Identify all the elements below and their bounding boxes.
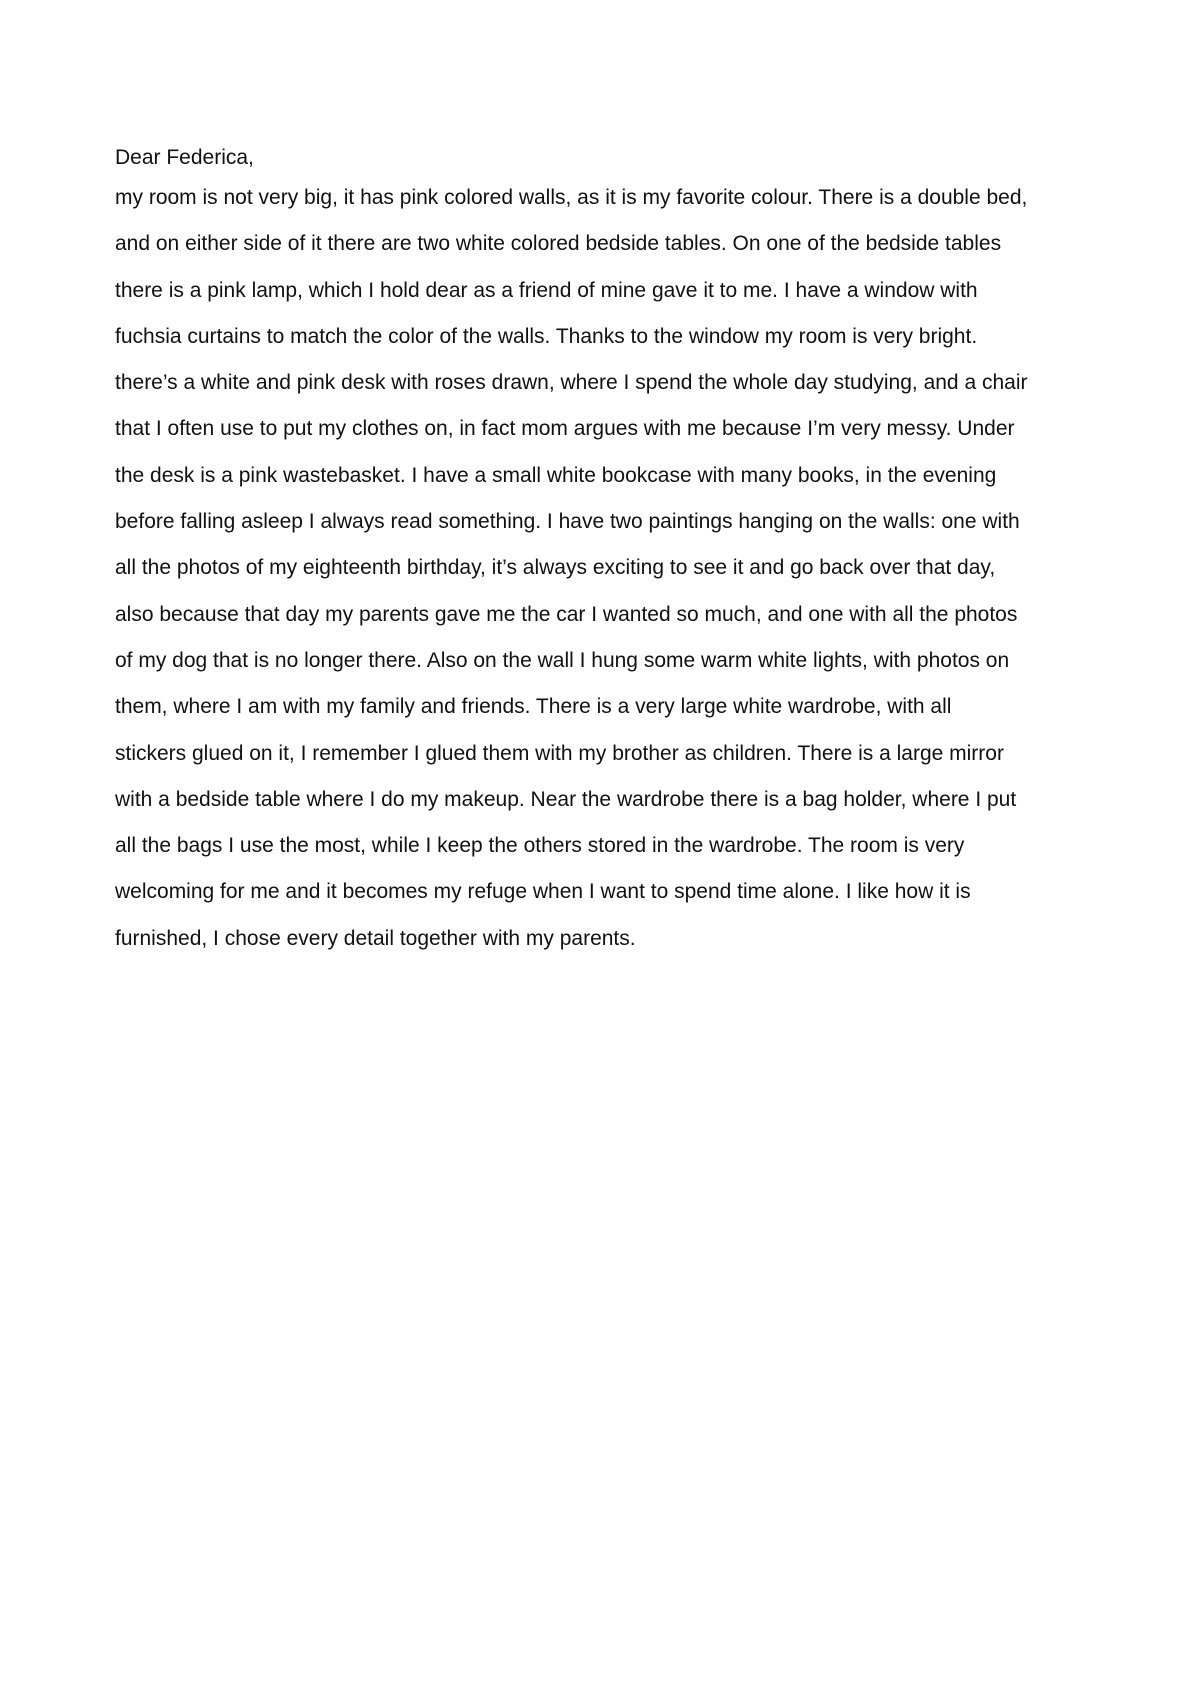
text-line: before falling asleep I always read something. I have two paintings hanging on the walls: one with bbox=[115, 510, 1020, 534]
text-line: with a bedside table where I do my makeup. Near the wardrobe there is a bag holder, where I put bbox=[115, 787, 1017, 811]
text-line: furnished, I chose every detail together with my parents. bbox=[115, 926, 636, 950]
text-line: there’s a white and pink desk with roses drawn, where I spend the whole day studying, and a chair bbox=[115, 371, 1028, 395]
letter-greeting: Dear Federica, bbox=[115, 146, 254, 169]
text-line: that I often use to put my clothes on, in fact mom argues with me because I’m very messy. Under bbox=[115, 417, 1015, 441]
text-line: them, where I am with my family and friends. There is a very large white wardrobe, with all bbox=[115, 695, 952, 719]
text-line: all the bags I use the most, while I keep the others stored in the wardrobe. The room is very bbox=[115, 834, 965, 858]
text-line: there is a pink lamp, which I hold dear as a friend of mine gave it to me. I have a window with bbox=[115, 278, 978, 302]
text-line: the desk is a pink wastebasket. I have a small white bookcase with many books, in the evening bbox=[115, 463, 997, 487]
letter-body bbox=[115, 143, 1105, 962]
text-line: also because that day my parents gave me the car I wanted so much, and one with all the photos bbox=[115, 602, 1018, 626]
text-line: fuchsia curtains to match the color of the walls. Thanks to the window my room is very bright. bbox=[115, 324, 978, 348]
text-line: and on either side of it there are two white colored bedside tables. On one of the bedside tables bbox=[115, 232, 1002, 256]
text-line: my room is not very big, it has pink colored walls, as it is my favorite colour. There is a double bed, bbox=[115, 186, 1028, 209]
text-line: stickers glued on it, I remember I glued them with my brother as children. There is a large mirror bbox=[115, 741, 1004, 765]
text-line: of my dog that is no longer there. Also on the wall I hung some warm white lights, with photos on bbox=[115, 648, 1010, 672]
text-line: all the photos of my eighteenth birthday, it’s always exciting to see it and go back over that day, bbox=[115, 556, 996, 580]
letter-paragraph bbox=[115, 175, 1105, 962]
text-line: welcoming for me and it becomes my refuge when I want to spend time alone. I like how it is bbox=[115, 880, 971, 904]
